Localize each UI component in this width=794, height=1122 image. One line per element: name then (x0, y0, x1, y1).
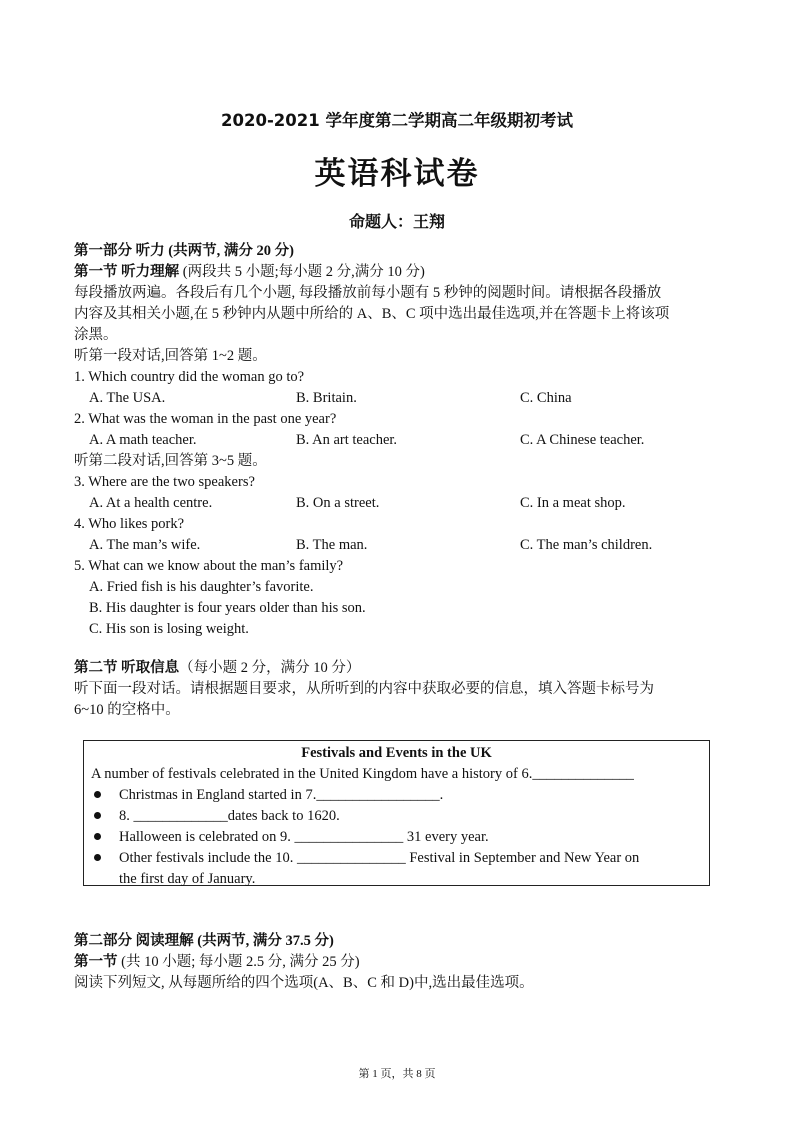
exam-title: 2020-2021 学年度第二学期高二年级期初考试 (221, 111, 573, 130)
option-b: B. An art teacher. (296, 432, 398, 448)
page-footer: 第 1 页，共 8 页 (358, 1068, 436, 1080)
instructions-line: 听下面一段对话。请根据题目要求，从所听到的内容中获取必要的信息，填入答题卡标号为 (74, 681, 654, 697)
option-c: C. China (520, 390, 572, 406)
option-c: C. His son is losing weight. (89, 621, 249, 637)
option-a: A. At a health centre. (89, 495, 213, 511)
option-c: C. The man’s children. (520, 537, 653, 553)
option-a: A. Fried fish is his daughter’s favorite. (89, 579, 314, 595)
box-intro: A number of festivals celebrated in the United Kingdom have a history of 6.______________ (91, 766, 634, 782)
option-a: A. A math teacher. (89, 432, 197, 448)
part2-heading: 第二部分 阅读理解 (共两节, 满分 37.5 分) (74, 933, 334, 949)
author-line: 命题人：王翔 (348, 212, 445, 231)
part2-section1-heading (74, 952, 360, 972)
option-a: A. The man’s wife. (89, 537, 201, 553)
option-b: B. Britain. (296, 390, 357, 406)
subject-title: 英语科试卷 (314, 156, 480, 192)
instructions-line: 阅读下列短文, 从每题所给的四个选项(A、B、C 和 D)中,选出最佳选项。 (74, 975, 534, 991)
part1-section2-heading (74, 658, 360, 678)
option-b: B. The man. (296, 537, 368, 553)
box-title: Festivals and Events in the UK (301, 745, 492, 761)
option-c: C. A Chinese teacher. (520, 432, 645, 448)
section-note: （每小题 2 分，满分 10 分） (179, 660, 361, 676)
instructions-line: 每段播放两遍。各段后有几个小题, 每段播放前每小题有 5 秒钟的阅题时间。请根据各段播放 (74, 285, 662, 301)
bullet-icon (94, 791, 101, 798)
section-label: 第一节 听力理解 (74, 264, 180, 280)
part1-section1-heading (74, 262, 425, 282)
dialog2-intro: 听第二段对话,回答第 3~5 题。 (74, 453, 267, 469)
dialog1-intro: 听第一段对话,回答第 1~2 题。 (74, 348, 267, 364)
question-stem: 4. Who likes pork? (74, 516, 185, 532)
instructions-line: 6~10 的空格中。 (74, 702, 180, 718)
section-note: (共 10 小题; 每小题 2.5 分, 满分 25 分) (117, 954, 360, 970)
question-stem: 3. Where are the two speakers? (74, 474, 255, 490)
section-label: 第二节 听取信息 (74, 660, 180, 676)
box-bullet-item: Halloween is celebrated on 9. _______________ 31 every year. (119, 829, 489, 845)
question-stem: 2. What was the woman in the past one year? (74, 411, 337, 427)
box-bullet-item: Christmas in England started in 7._________________. (119, 787, 444, 803)
option-a: A. The USA. (89, 390, 166, 406)
option-b: B. His daughter is four years older than his son. (89, 600, 366, 616)
box-bullet-continuation: the first day of January. (119, 871, 256, 887)
box-bullet-item: Other festivals include the 10. _______________ Festival in September and New Year on (119, 850, 640, 866)
question-stem: 5. What can we know about the man’s family? (74, 558, 344, 574)
section-note: (两段共 5 小题;每小题 2 分,满分 10 分) (179, 264, 425, 280)
part1-heading: 第一部分 听力 (共两节, 满分 20 分) (74, 243, 294, 259)
option-b: B. On a street. (296, 495, 380, 511)
bullet-icon (94, 833, 101, 840)
bullet-icon (94, 854, 101, 861)
bullet-icon (94, 812, 101, 819)
question-stem: 1. Which country did the woman go to? (74, 369, 305, 385)
section-label: 第一节 (74, 954, 118, 970)
instructions-line: 内容及其相关小题,在 5 秒钟内从题中所给的 A、B、C 项中选出最佳选项,并在答题卡上将该项 (74, 306, 670, 322)
instructions-line: 涂黑。 (74, 327, 118, 343)
option-c: C. In a meat shop. (520, 495, 626, 511)
box-bullet-item: 8. _____________dates back to 1620. (119, 808, 340, 824)
